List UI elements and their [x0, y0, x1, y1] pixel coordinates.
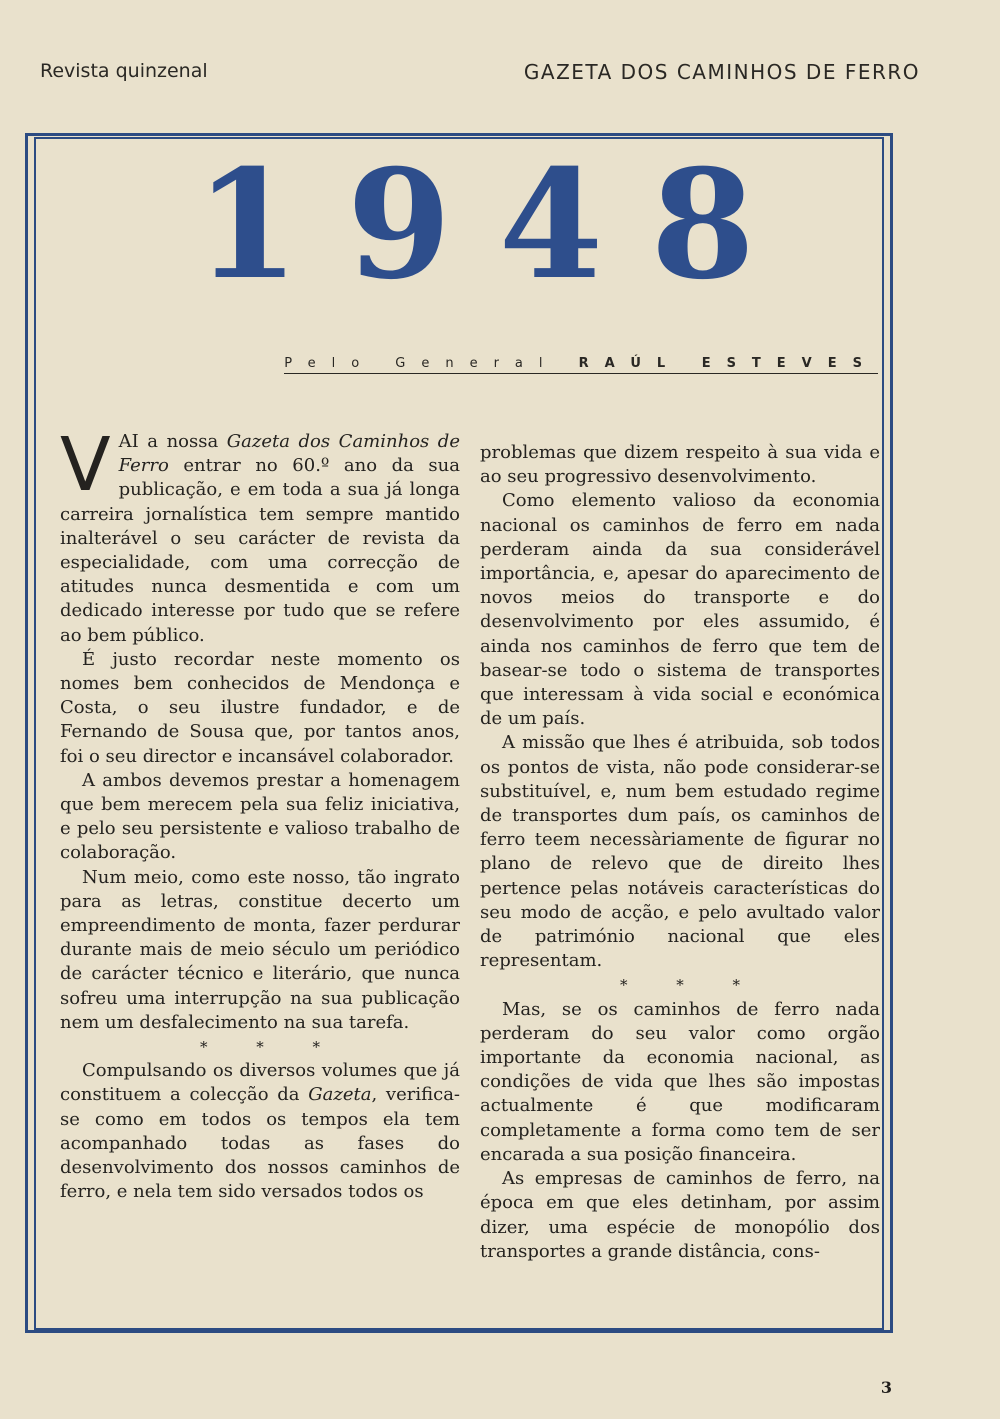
paragraph: A missão que lhes é atribuida, sob todos os pontos de vista, não pode considerar-se substituível, e, num bem estudado regime de transportes dum país, os caminhos de ferro teem necessàriamente de figurar no plano de relevo que de direito lhes pertence pelas notáveis características do seu modo de acção, e pelo avultado valor de património nacional que eles representam. [480, 732, 880, 972]
paragraph: Mas, se os caminhos de ferro nada perderam do seu valor como orgão importante da economia nacional, as condições de vida que lhes são impostas actualmente é que modificaram completamente a forma como tem de ser encarada a sua posição financeira. [480, 998, 880, 1165]
byline-prefix: Pelo General [284, 356, 559, 371]
paragraph [60, 1059, 460, 1204]
paragraph [60, 430, 460, 648]
paragraph-text: entrar no 60.º ano da sua publicação, e em toda a sua já longa carreira jornalística tem sempre mantido inalterável o seu carácter de revista da especialidade, com uma correcção de atitudes nunca desmentida e com um dedicado interesse por tudo que se refere ao bem público. [60, 455, 460, 646]
drop-cap: V [60, 430, 111, 508]
publication-name: Gazeta [308, 1084, 372, 1106]
year-digit: 8 [650, 137, 755, 313]
paragraph-text: AI a nossa [118, 431, 227, 452]
article-column-left [60, 430, 460, 1320]
paragraph: As empresas de caminhos de ferro, na época em que eles detinham, por assim dizer, uma espécie de monopólio dos transportes a grande distância, cons- [480, 1168, 880, 1262]
byline [284, 356, 878, 374]
paragraph: Num meio, como este nosso, tão ingrato para as letras, constitue decerto um empreendimento de monta, fazer perdurar durante mais de meio século um periódico de carácter técnico e literário, que nunca sofreu uma interrupção na sua publicação nem um desfalecimento na sua tarefa. [60, 866, 460, 1033]
paragraph: problemas que dizem respeito à sua vida e ao seu progressivo desenvolvimento. [480, 442, 880, 488]
paragraph: Como elemento valioso da economia nacional os caminhos de ferro em nada perderam ainda da sua considerável importância, e, apesar do aparecimento de novos meios do transporte e do desenvolvimento por eles assumido, é ainda nos caminhos de ferro que tem de basear-se todo o sistema de transportes que interessam à vida social e económica de um país. [480, 490, 880, 730]
paragraph-text: Compulsando os diversos volumes que já constituem a colecção da [60, 1060, 460, 1106]
page-header [40, 52, 920, 92]
publication-name: Gazeta dos Caminhos de Ferro [118, 431, 460, 477]
article-column-right [480, 441, 880, 1331]
paragraph-text: , verifica-se como em todos os tempos ela tem acompanhado todas as fases do desenvolvimento dos nossos caminhos de ferro, e nela tem sido versados todos os [60, 1084, 460, 1203]
year-title [195, 137, 755, 313]
header-publication-title: GAZETA DOS CAMINHOS DE FERRO [523, 60, 920, 84]
year-digit: 1 [195, 137, 300, 313]
byline-author: RAÚL ESTEVES [578, 356, 878, 371]
paragraph: É justo recordar neste momento os nomes bem conhecidos de Mendonça e Costa, o seu ilustre fundador, e de Fernando de Sousa que, por tantos anos, foi o seu director e incansável colaborador. [60, 648, 460, 767]
paragraph: A ambos devemos prestar a homenagem que bem merecem pela sua feliz iniciativa, e pelo seu persistente e valioso trabalho de colaboração. [60, 769, 460, 864]
section-separator: * * * [619, 976, 763, 995]
year-digit: 4 [498, 137, 604, 313]
section-separator: * * * [199, 1038, 343, 1057]
year-digit: 9 [346, 137, 452, 313]
header-publication-frequency: Revista quinzenal [40, 60, 208, 82]
page-number: 3 [880, 1378, 892, 1397]
